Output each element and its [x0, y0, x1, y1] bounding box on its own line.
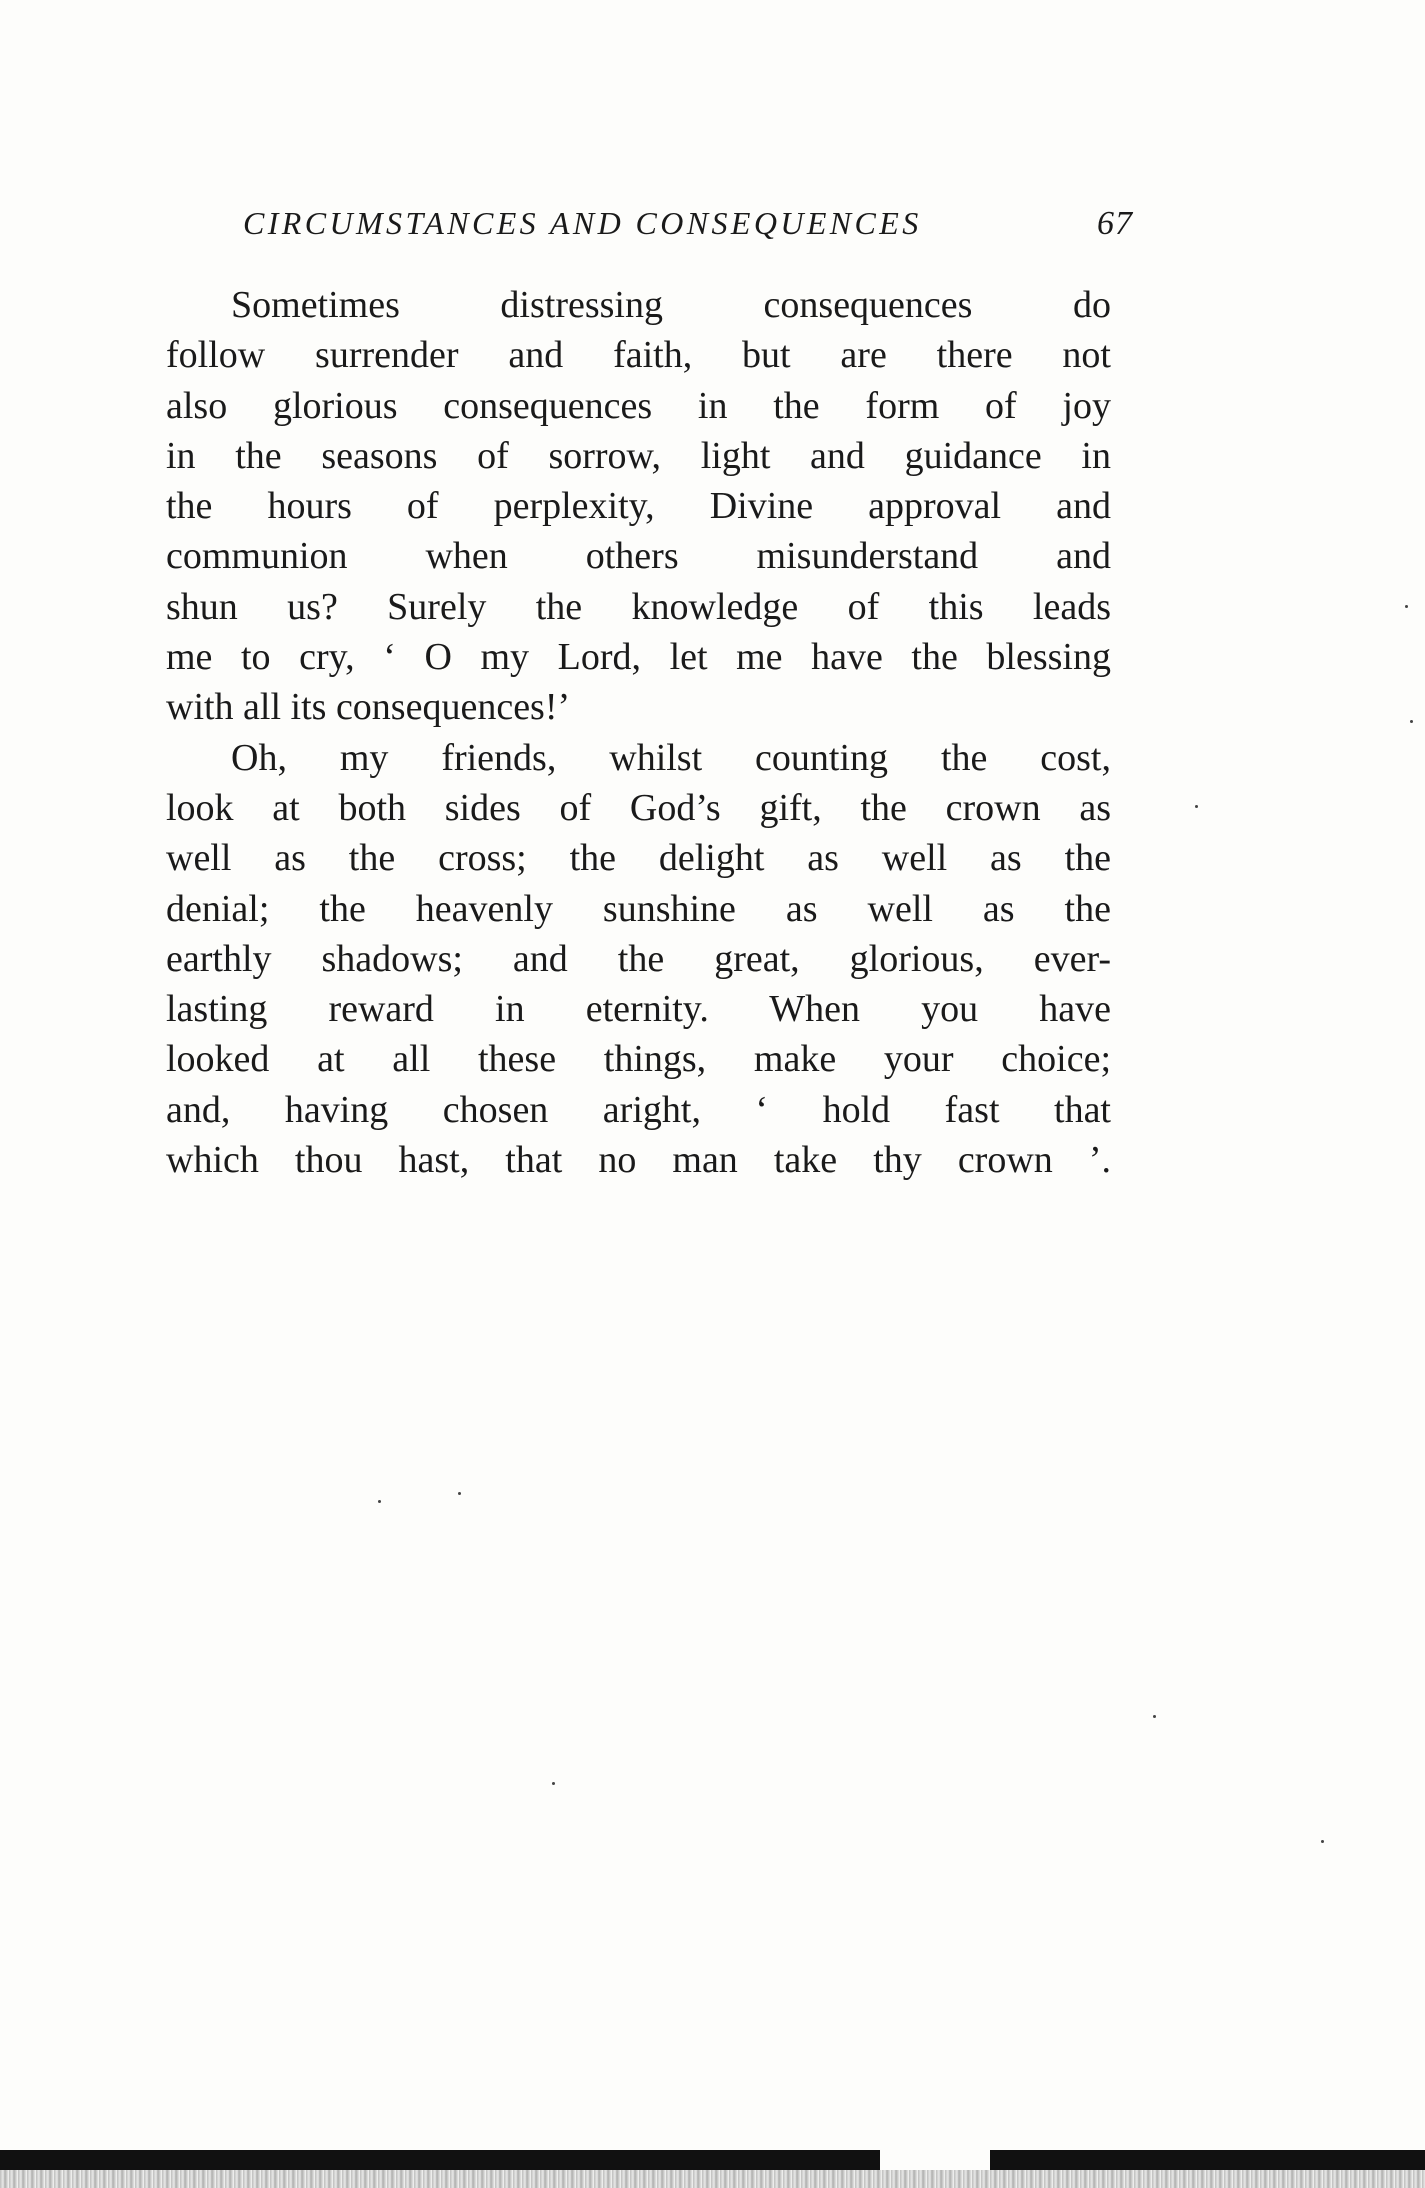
text-line: Oh, my friends, whilst counting the cost, [231, 736, 1111, 779]
text-line: look at both sides of God’s gift, the crown as [166, 786, 1111, 829]
text-line: which thou hast, that no man take thy crown ’. [166, 1139, 1111, 1182]
text-line: also glorious consequences in the form of joy [166, 384, 1111, 427]
running-head [243, 205, 1133, 255]
text-line: looked at all these things, make your choice; [166, 1038, 1111, 1081]
paper-speck [1153, 1715, 1156, 1718]
text-line: follow surrender and faith, but are there not [166, 334, 1111, 377]
text-line: earthly shadows; and the great, glorious, ever- [166, 937, 1111, 980]
paper-speck [552, 1782, 555, 1785]
scan-border-bar [0, 2150, 1425, 2170]
text-line: denial; the heavenly sunshine as well as the [166, 887, 1111, 930]
paper-speck [1195, 805, 1198, 808]
running-title: CIRCUMSTANCES AND CONSEQUENCES [243, 205, 922, 241]
body-text [166, 280, 1111, 1185]
text-line: Sometimes distressing consequences do [231, 284, 1111, 326]
text-line: the hours of perplexity, Divine approval and [166, 485, 1111, 528]
text-line: lasting reward in eternity. When you have [166, 988, 1111, 1031]
paper-speck [458, 1492, 461, 1495]
paper-speck [378, 1500, 381, 1503]
paper-speck [1410, 720, 1413, 723]
text-line: communion when others misunderstand and [166, 535, 1111, 578]
text-line: and, having chosen aright, ‘ hold fast that [166, 1088, 1111, 1131]
paper-speck [1321, 1840, 1324, 1843]
scan-border-gap [880, 2150, 990, 2170]
text-line: well as the cross; the delight as well as the [166, 837, 1111, 880]
text-line: shun us? Surely the knowledge of this leads [166, 585, 1111, 628]
scan-edge-noise [0, 2170, 1425, 2188]
text-line: in the seasons of sorrow, light and guidance in [166, 434, 1111, 477]
paper-speck [1405, 605, 1408, 608]
text-line: with all its consequences!’ [166, 686, 571, 729]
page-number: 67 [1097, 205, 1133, 242]
text-line: me to cry, ‘ O my Lord, let me have the blessing [166, 636, 1111, 679]
